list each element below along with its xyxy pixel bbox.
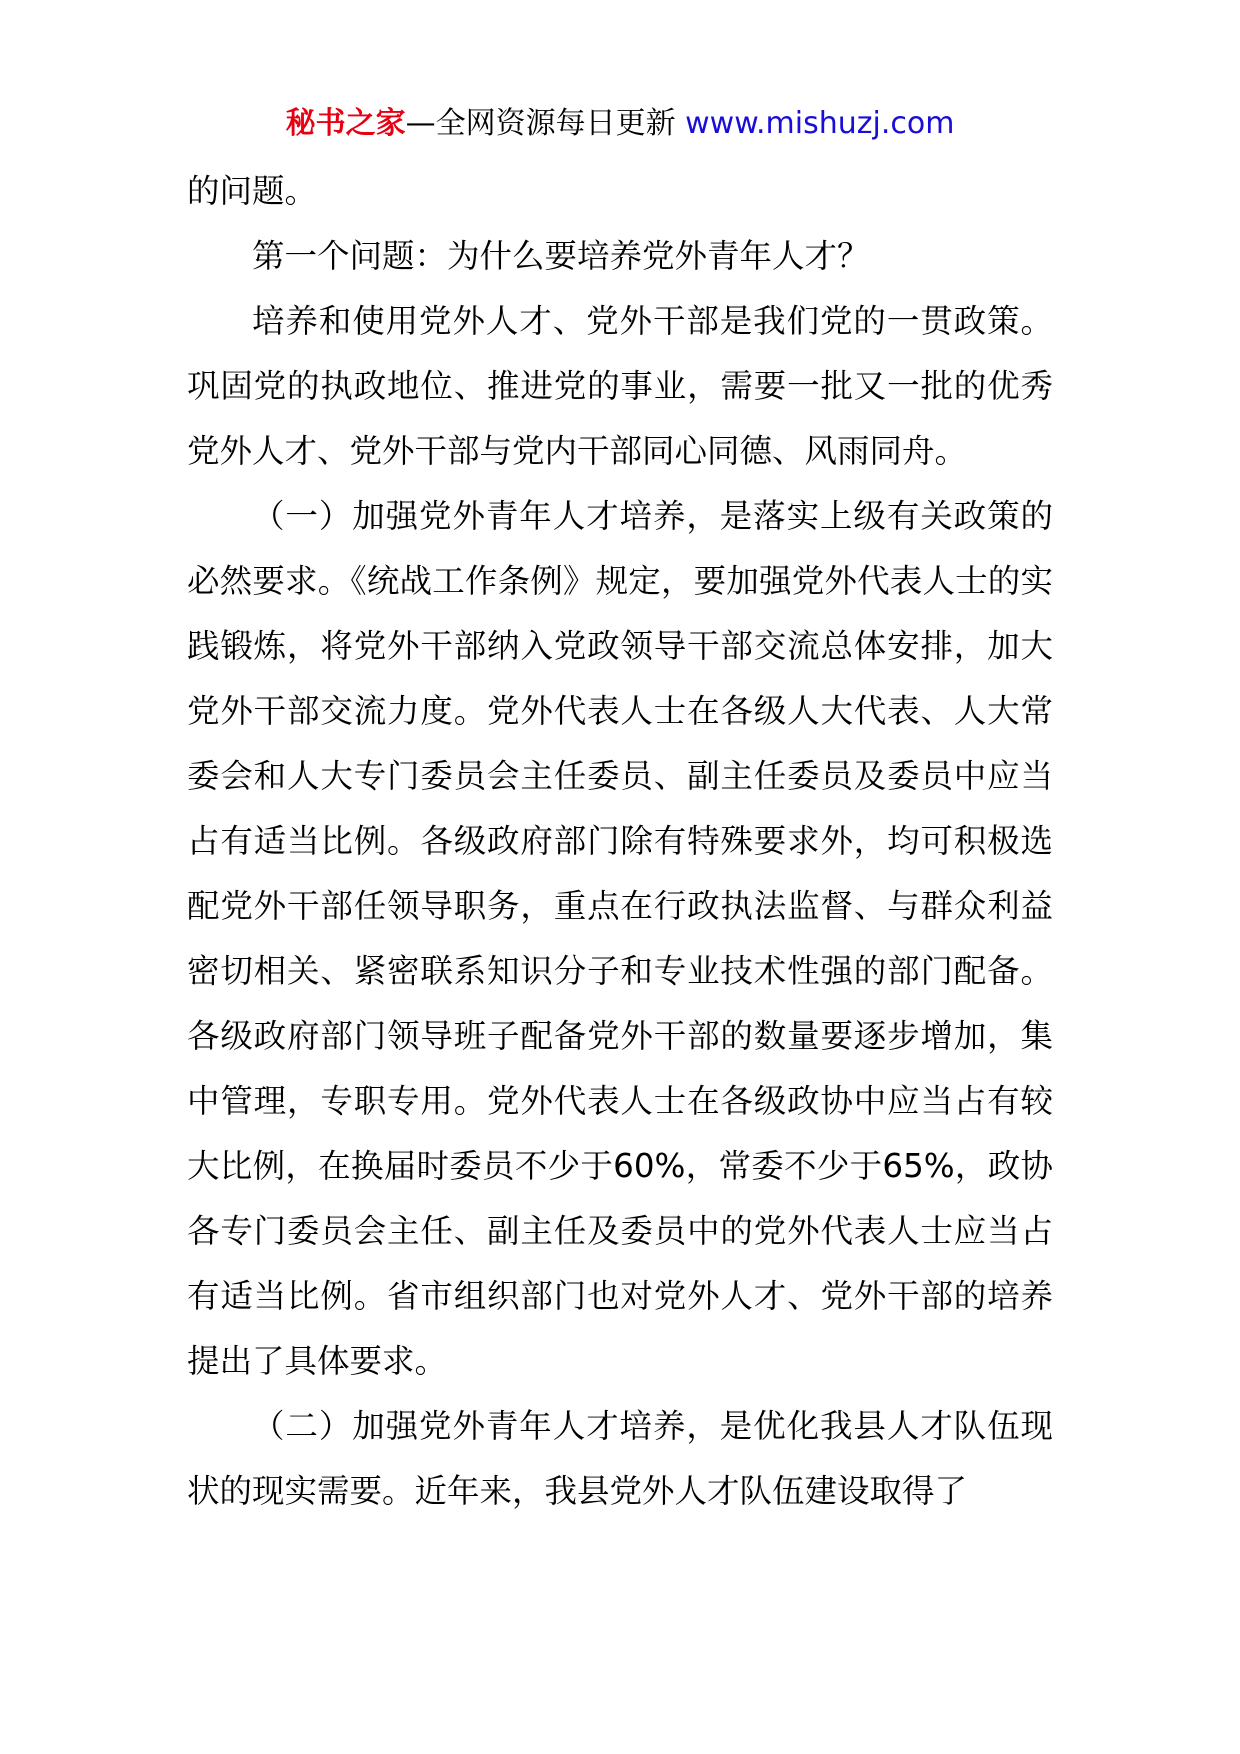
document-body: [187, 159, 1053, 1524]
paragraph-continuation: 的问题。: [187, 172, 318, 210]
page-header: [0, 100, 1240, 148]
paragraph: 培养和使用党外人才、党外干部是我们党的一贯政策。巩固党的执政地位、推进党的事业，需要一批又一批的优秀党外人才、党外干部与党内干部同心同德、风雨同舟。: [187, 302, 1053, 470]
section-heading: 第一个问题：为什么要培养党外青年人才？: [252, 237, 870, 275]
header-url-link[interactable]: www.mishuzj.com: [685, 106, 955, 141]
paragraph: （一）加强党外青年人才培养，是落实上级有关政策的必然要求。《统战工作条例》规定，要加强党外代表人士的实践锻炼，将党外干部纳入党政领导干部交流总体安排，加大党外干部交流力度。党外代表人士在各级人大代表、人大常委会和人大专门委员会主任委员、副主任委员及委员中应当占有适当比例。各级政府部门除有特殊要求外，均可积极选配党外干部任领导职务，重点在行政执法监督、与群众利益密切相关、紧密联系知识分子和专业技术性强的部门配备。各级政府部门领导班子配备党外干部的数量要逐步增加，集中管理，专职专用。党外代表人士在各级政协中应当占有较大比例，在换届时委员不少于60%，常委不少于65%，政协各专门委员会主任、副主任及委员中的党外代表人士应当占有适当比例。省市组织部门也对党外人才、党外干部的培养提出了具体要求。: [187, 497, 1053, 1380]
paragraph: （二）加强党外青年人才培养，是优化我县人才队伍现状的现实需要。近年来，我县党外人才队伍建设取得了: [187, 1407, 1053, 1510]
header-slogan: —全网资源每日更新: [405, 106, 686, 141]
header-brand: 秘书之家: [285, 106, 406, 141]
